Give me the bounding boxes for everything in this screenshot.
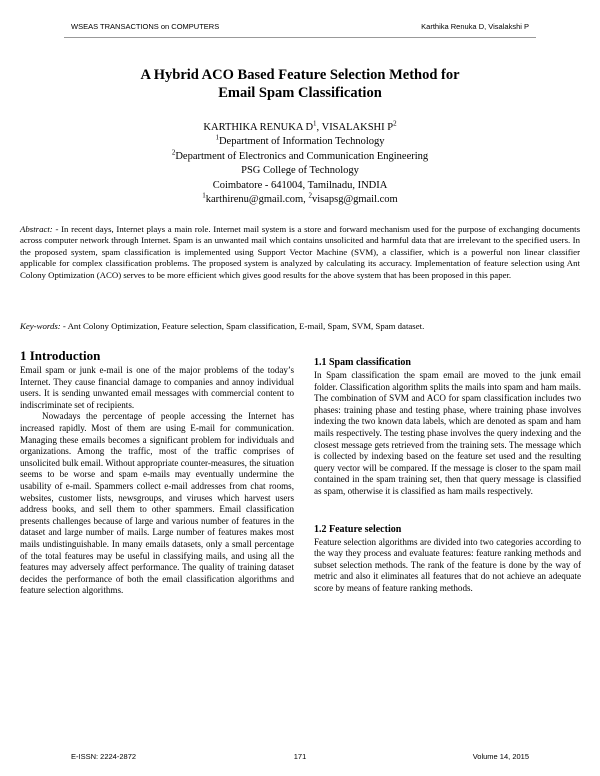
title-line-1: A Hybrid ACO Based Feature Selection Method for <box>140 67 460 83</box>
keywords <box>20 321 580 332</box>
abstract-text: - In recent days, Internet plays a main role. Internet mail system is a store and forward mechanism used for the purpose of exchanging documents across computer network through Internet. Spam is an unwanted mail which contains unsolicited and harmful data that are irrelevant to the specified users. In the proposed system, spam classification is implemented using Support Vector Machine (SVM), a classifier, which is a powerful non linear classifier applicable for complex classification problems. The proposed system is analyzed by calculating its accuracy. Implementation of feature selection using Ant Colony Optimization (ACO) serves to be more efficient which gives good results for the above system that has been proposed in this paper. <box>20 224 580 280</box>
running-header-authors: Karthika Renuka D, Visalakshi P <box>421 22 529 31</box>
footer-volume: Volume 14, 2015 <box>472 752 529 761</box>
address: Coimbatore - 641004, Tamilnadu, INDIA <box>212 179 388 191</box>
author-names: KARTHIKA RENUKA $D^1$, VISALAKSHI $P^2$ <box>203 119 397 133</box>
subsection-heading-feature-selection: 1.2 Feature selection <box>314 523 402 535</box>
footer-issn: E-ISSN: 2224-2872 <box>71 752 137 761</box>
keywords-label: Key-words: <box>20 321 61 331</box>
paper-title <box>0 66 600 102</box>
section-heading-introduction: 1 Introduction <box>20 348 101 363</box>
abstract <box>20 224 580 281</box>
keywords-text: - Ant Colony Optimization, Feature selection, Spam classification, E-mail, Spam, SVM, Spam dataset. <box>60 321 425 331</box>
affiliation-2: $^2$Department of Electronics and Communication Engineering <box>171 148 429 162</box>
abstract-label: Abstract: <box>20 224 53 234</box>
intro-paragraph-1: Email spam or junk e-mail is one of the major problems of the today’s Internet. They cause financial damage to companies and annoy individual users. It is sending unwanted email messages with commercial content to indiscriminate set of recipients. <box>20 365 294 410</box>
running-header-journal: WSEAS TRANSACTIONS on COMPUTERS <box>71 22 220 31</box>
left-column <box>20 348 294 597</box>
spam-classification-paragraph: In Spam classification the spam email are moved to the junk email folder. Classification algorithm splits the mails into spam and ham mails. The combination of SVM and ACO for spam classification includes two phases: training phase and testing phase, where training phase involves indexing the two known data labels, which are denoted as spam and ham mails respectively. The testing phase involves the query indexing and the closest message gets retrieved from the training sets. The message which is collected by indexing based on the feature set used and the resulting query vector will be compared. If the message is closer to the spam mail contained in the spam training set, then that query message is classified as spam, otherwise it is classified as ham mails respectively. <box>314 370 581 496</box>
affiliation-1: $^1$Department of Information Technology <box>215 133 385 148</box>
intro-paragraph-2: Nowadays the percentage of people accessing the Internet has increased rapidly. Most of them are using E-mail for communication. Managing these emails becomes a significant problem for individuals and organizations. Among the traffic, most of the traffic comprises of unsolicited bulk email. Without appropriate counter-measures, the situation seems to be worse and spam e-mails may eventually undermine the usability of e-mail. Spammers collect e-mail addresses from chat rooms, websites, customer lists, newsgroups, and viruses which harvest users address books, and sell them to other spammers. Email classification presents challenges because of large and various number of features in the dataset and large number of mails. Large number of features makes most mails undistinguishable. In many emails datasets, only a small percentage of the total features may be useful in classifying mails, and using all the features may adversely affect performance. The quality of training dataset decides the performance of both the email classification algorithms and feature selection algorithms. <box>20 411 294 596</box>
author-block <box>0 121 600 207</box>
footer-page-number: 171 <box>293 752 307 761</box>
title-line-2: Email Spam Classification <box>218 85 382 101</box>
emails: $^1$karthirenu@gmail.com, $^2$visapsg@gmail.com <box>202 191 398 206</box>
header-rule <box>64 37 536 38</box>
right-column <box>314 356 581 595</box>
subsection-heading-spam-classification: 1.1 Spam classification <box>314 357 411 368</box>
feature-selection-paragraph: Feature selection algorithms are divided into two categories according to the way they process and evaluate features: feature ranking methods and subset selection methods. The rank of the feature is done by the way of metric and also it eliminates all features that do not achieve an adequate score by means of feature ranking methods. <box>314 536 581 593</box>
college: PSG College of Technology <box>241 165 359 177</box>
